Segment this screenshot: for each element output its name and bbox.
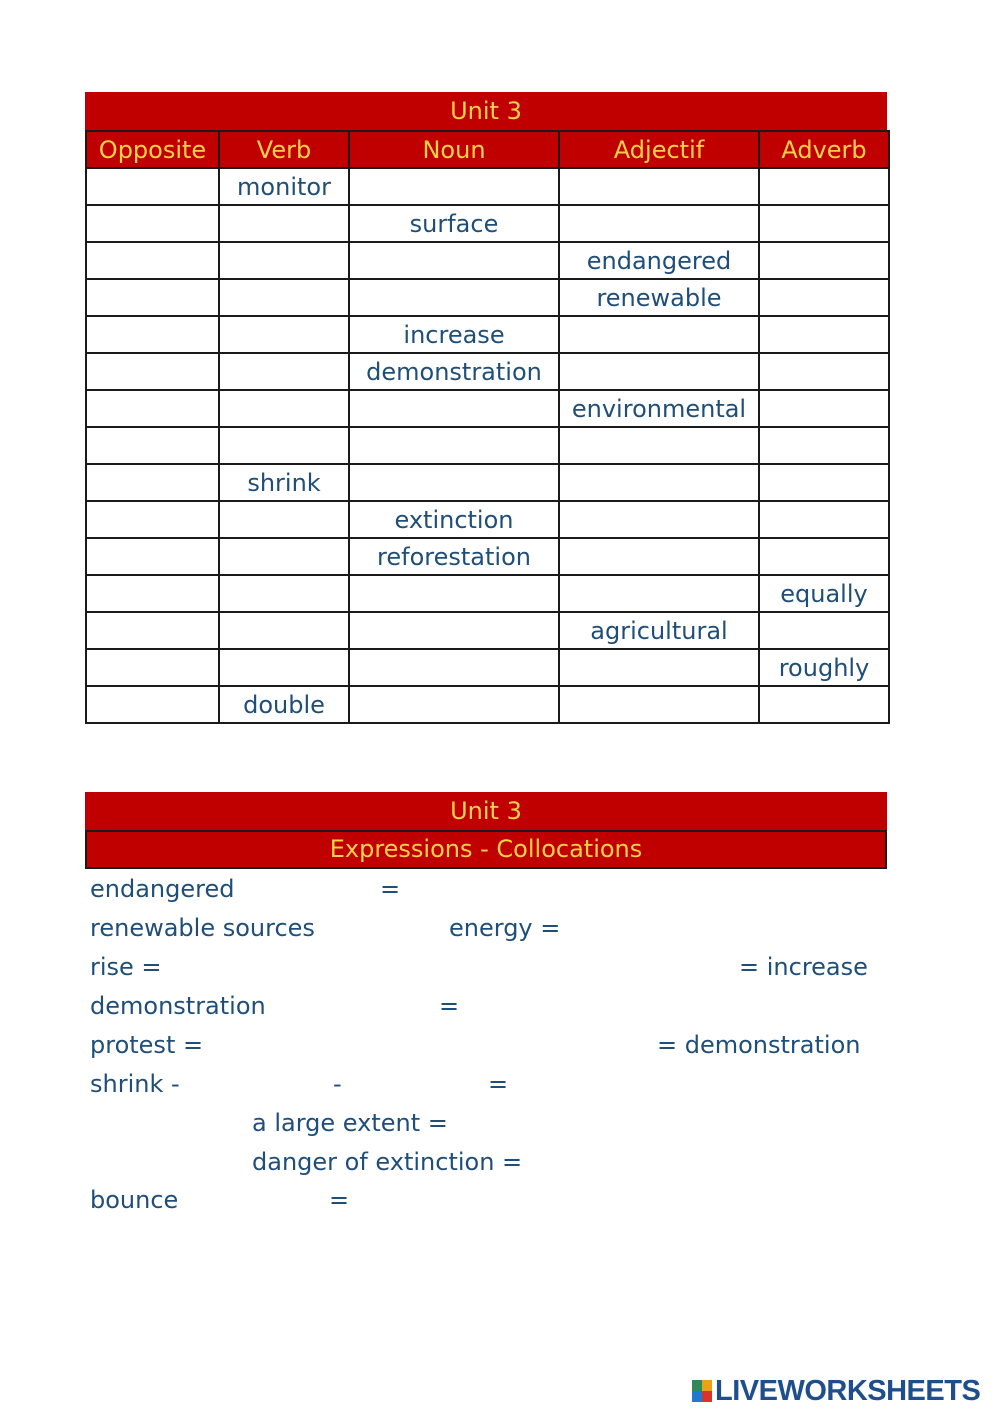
table-cell-opposite[interactable] — [86, 205, 219, 242]
table-row — [86, 649, 889, 686]
expression-term: bounce — [90, 1186, 179, 1214]
expression-term: energy = — [449, 914, 561, 942]
expressions-title: Unit 3 — [450, 797, 522, 825]
table-cell-verb[interactable] — [219, 427, 349, 464]
table-cell-adverb[interactable] — [759, 242, 889, 279]
table-cell-opposite[interactable] — [86, 353, 219, 390]
column-header-adverb: Adverb — [759, 131, 889, 168]
table-cell-noun[interactable] — [349, 464, 559, 501]
table-cell-adjectif[interactable] — [559, 686, 759, 723]
table-cell-opposite[interactable] — [86, 575, 219, 612]
table-cell-noun[interactable] — [349, 612, 559, 649]
table-row — [86, 168, 889, 205]
table-cell-verb[interactable] — [219, 649, 349, 686]
table-cell-noun[interactable] — [349, 427, 559, 464]
table-row — [86, 205, 889, 242]
table-cell-adjectif[interactable] — [559, 168, 759, 205]
table-row — [86, 464, 889, 501]
table-row — [86, 538, 889, 575]
logo-square-3 — [692, 1391, 702, 1402]
expression-term: = increase — [739, 953, 868, 981]
column-header-noun: Noun — [349, 131, 559, 168]
liveworksheets-logo-icon — [692, 1380, 712, 1402]
liveworksheets-logo — [692, 1376, 980, 1406]
table-cell-opposite[interactable] — [86, 649, 219, 686]
expression-term: protest = — [90, 1031, 204, 1059]
table-cell-noun: demonstration — [349, 353, 559, 390]
expression-equals: = — [488, 1070, 509, 1098]
table-cell-verb: shrink — [219, 464, 349, 501]
table-cell-verb[interactable] — [219, 316, 349, 353]
table-row — [86, 686, 889, 723]
table-cell-opposite[interactable] — [86, 464, 219, 501]
table-cell-adverb[interactable] — [759, 612, 889, 649]
table-cell-adjectif: renewable — [559, 279, 759, 316]
table-cell-adjectif: agricultural — [559, 612, 759, 649]
table-cell-adverb[interactable] — [759, 353, 889, 390]
table-cell-adjectif: environmental — [559, 390, 759, 427]
logo-square-4 — [702, 1391, 712, 1402]
table-row — [86, 353, 889, 390]
expression-term: demonstration — [90, 992, 266, 1020]
table-cell-noun[interactable] — [349, 279, 559, 316]
table-row — [86, 612, 889, 649]
table-cell-adverb[interactable] — [759, 168, 889, 205]
column-header-verb: Verb — [219, 131, 349, 168]
table-cell-opposite[interactable] — [86, 316, 219, 353]
vocab-title-band — [85, 92, 887, 131]
table-cell-adverb[interactable] — [759, 686, 889, 723]
table-cell-noun: increase — [349, 316, 559, 353]
table-cell-adjectif[interactable] — [559, 464, 759, 501]
expressions-title-band — [85, 792, 887, 831]
table-cell-adjectif: endangered — [559, 242, 759, 279]
table-cell-noun[interactable] — [349, 390, 559, 427]
table-cell-opposite[interactable] — [86, 501, 219, 538]
expression-term: rise = — [90, 953, 162, 981]
table-cell-adverb[interactable] — [759, 464, 889, 501]
expression-equals: = — [380, 875, 401, 903]
table-cell-adjectif[interactable] — [559, 575, 759, 612]
expression-term: danger of extinction = — [252, 1148, 523, 1176]
table-cell-adjectif[interactable] — [559, 316, 759, 353]
table-cell-adverb[interactable] — [759, 316, 889, 353]
table-cell-opposite[interactable] — [86, 279, 219, 316]
logo-square-2 — [702, 1380, 712, 1391]
word-family-table — [85, 130, 890, 724]
expression-term: endangered — [90, 875, 235, 903]
table-row — [86, 242, 889, 279]
table-cell-adjectif[interactable] — [559, 205, 759, 242]
table-cell-noun: reforestation — [349, 538, 559, 575]
table-cell-noun: surface — [349, 205, 559, 242]
table-cell-adverb[interactable] — [759, 205, 889, 242]
table-cell-adjectif[interactable] — [559, 501, 759, 538]
table-cell-adverb: equally — [759, 575, 889, 612]
vocab-title: Unit 3 — [450, 97, 522, 125]
table-cell-verb[interactable] — [219, 242, 349, 279]
table-row — [86, 575, 889, 612]
table-cell-verb[interactable] — [219, 279, 349, 316]
table-cell-opposite[interactable] — [86, 612, 219, 649]
table-cell-opposite[interactable] — [86, 427, 219, 464]
table-cell-adjectif[interactable] — [559, 427, 759, 464]
table-row — [86, 279, 889, 316]
expressions-subtitle-band — [85, 830, 887, 869]
table-cell-opposite[interactable] — [86, 538, 219, 575]
table-cell-opposite[interactable] — [86, 390, 219, 427]
table-cell-noun[interactable] — [349, 242, 559, 279]
table-cell-opposite[interactable] — [86, 686, 219, 723]
table-cell-adjectif[interactable] — [559, 538, 759, 575]
table-cell-verb: monitor — [219, 168, 349, 205]
table-cell-noun: extinction — [349, 501, 559, 538]
table-cell-adjectif[interactable] — [559, 353, 759, 390]
expression-term: shrink - — [90, 1070, 180, 1098]
table-cell-adverb: roughly — [759, 649, 889, 686]
expression-term: = demonstration — [657, 1031, 861, 1059]
table-cell-adverb[interactable] — [759, 427, 889, 464]
table-cell-noun[interactable] — [349, 168, 559, 205]
table-cell-verb[interactable] — [219, 353, 349, 390]
table-header-row — [86, 131, 889, 168]
table-cell-adverb[interactable] — [759, 279, 889, 316]
table-cell-verb[interactable] — [219, 390, 349, 427]
table-row — [86, 316, 889, 353]
expression-dash: - — [333, 1070, 342, 1098]
table-cell-noun[interactable] — [349, 575, 559, 612]
table-row — [86, 501, 889, 538]
table-cell-verb: double — [219, 686, 349, 723]
table-cell-verb[interactable] — [219, 575, 349, 612]
table-cell-opposite[interactable] — [86, 242, 219, 279]
expression-term: renewable sources — [90, 914, 315, 942]
table-cell-adverb[interactable] — [759, 538, 889, 575]
table-cell-opposite[interactable] — [86, 168, 219, 205]
table-row — [86, 390, 889, 427]
table-cell-verb[interactable] — [219, 501, 349, 538]
expression-term: a large extent = — [252, 1109, 448, 1137]
liveworksheets-logo-text: LIVEWORKSHEETS — [715, 1374, 981, 1407]
logo-square-1 — [692, 1380, 702, 1391]
table-cell-adjectif[interactable] — [559, 649, 759, 686]
expression-equals: = — [329, 1186, 350, 1214]
table-cell-verb[interactable] — [219, 205, 349, 242]
table-cell-adverb[interactable] — [759, 501, 889, 538]
column-header-opposite: Opposite — [86, 131, 219, 168]
expressions-subtitle: Expressions - Collocations — [329, 835, 643, 863]
column-header-adjectif: Adjectif — [559, 131, 759, 168]
table-cell-noun[interactable] — [349, 686, 559, 723]
expression-equals: = — [439, 992, 460, 1020]
table-cell-noun[interactable] — [349, 649, 559, 686]
table-row — [86, 427, 889, 464]
table-cell-verb[interactable] — [219, 612, 349, 649]
table-cell-verb[interactable] — [219, 538, 349, 575]
table-cell-adverb[interactable] — [759, 390, 889, 427]
